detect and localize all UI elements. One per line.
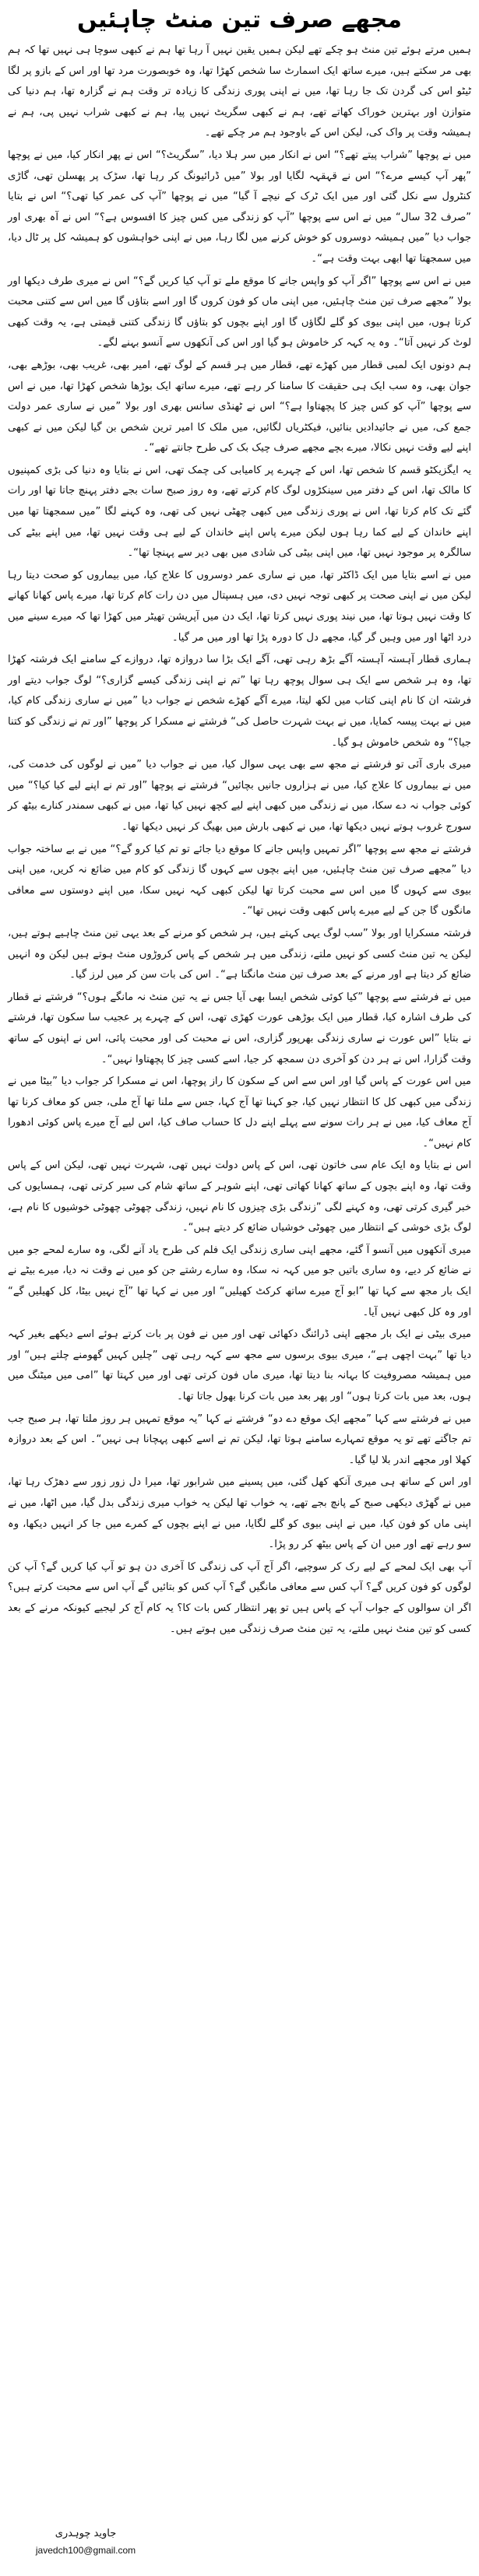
article-paragraph: یہ ایگزیکٹو قسم کا شخص تھا، اس کے چہرے پر کامیابی کی چمک تھی، اس نے بتایا وہ دنیا کی بڑی کمپنیوں کا مالک تھا، اس کے دفتر میں سینکڑوں لوگ کام کرتے تھے، وہ روز صبح سات بجے دفتر پہنچ جاتا تھا اور رات گئے تک کام کرتا تھا، اس نے پوری زندگی میں کبھی چھٹی نہیں کی تھی، وہ کہنے لگا ”میں سمجھتا تھا میں اپنے خاندان کے لیے کما رہا ہوں لیکن میرے پاس اپنے خاندان کے لیے ہی وقت نہیں تھا، میں اپنے بیٹے کی سالگرہ پر موجود نہیں تھا، میں اپنی بیٹی کی شادی میں بھی دیر سے پہنچا تھا“۔ [8, 464, 471, 560]
author-email: javedch100@gmail.com [35, 2545, 136, 2556]
article-paragraph: میری آنکھوں میں آنسو آ گئے، مجھے اپنی ساری زندگی ایک فلم کی طرح یاد آنے لگی، وہ سارے لمحے جو میں نے ضائع کر دیے، وہ ساری باتیں جو میں کہہ نہ سکا، وہ سارے رشتے جن کو میں نے وقت نہ دیا، میرے بیٹے نے ایک بار مجھ سے کہا تھا ”ابو آج میرے ساتھ کرکٹ کھیلیں“ اور میں نے کہا تھا ”آج نہیں بیٹا، کل کھیلیں گے“ اور وہ کل کبھی نہیں آیا۔ [8, 1244, 471, 1318]
article-paragraph: فرشتے نے مجھ سے پوچھا ”اگر تمہیں واپس جانے کا موقع دیا جائے تو تم کیا کرو گے؟“ میں نے بے ساختہ جواب دیا ”مجھے صرف تین منٹ چاہئیں، میں اپنے بچوں سے کہوں گا زندگی کو کام میں ضائع نہ کریں، میں اپنی بیوی سے کہوں گا میں اس سے محبت کرتا تھا لیکن کبھی کہہ نہیں سکا، میں اپنے دوستوں سے معافی مانگوں گا جن کے لیے میرے پاس کبھی وقت نہیں تھا“۔ [8, 843, 471, 918]
article-paragraph: میں نے فرشتے سے پوچھا ”کیا کوئی شخص ایسا بھی آیا جس نے یہ تین منٹ نہ مانگے ہوں؟“ فرشتے نے قطار کی طرف اشارہ کیا، قطار میں ایک بوڑھی عورت کھڑی تھی، اس کے چہرے پر عجیب سا سکون تھا، فرشتے نے بتایا ”اس عورت نے ساری زندگی بھرپور گزاری، اس نے محبت کی اور محبت پائی، اس نے اپنوں کے ساتھ وقت گزارا، اس نے ہر دن کو آخری دن سمجھ کر جیا، اسے کسی چیز کا پچھتاوا نہیں“۔ [8, 991, 471, 1065]
article-paragraph: میری بیٹی نے ایک بار مجھے اپنی ڈرائنگ دکھائی تھی اور میں نے فون پر بات کرتے ہوئے اسے دیکھے بغیر کہہ دیا تھا ”بہت اچھی ہے“، میری بیوی برسوں سے مجھ سے کہہ رہی تھی ”چلیں کہیں گھومنے چلتے ہیں“ اور میں ہمیشہ مصروفیت کا بہانہ بنا دیتا تھا، میری ماں فون کرتی تھی اور میں کہتا تھا ”امی میں میٹنگ میں ہوں، بعد میں بات کرتا ہوں“ اور پھر بعد میں بات کرنا بھول جاتا تھا۔ [8, 1328, 471, 1402]
article-paragraph: ہم دونوں ایک لمبی قطار میں کھڑے تھے، قطار میں ہر قسم کے لوگ تھے، امیر بھی، غریب بھی، بوڑھے بھی، جوان بھی، وہ سب ایک ہی حقیقت کا سامنا کر رہے تھے، میرے ساتھ ایک بوڑھا شخص کھڑا تھا، میں نے اس سے پوچھا ”آپ کو کس چیز کا پچھتاوا ہے؟“ اس نے ٹھنڈی سانس بھری اور بولا ”میں نے ساری عمر دولت جمع کی، میں نے جائیدادیں بنائیں، فیکٹریاں لگائیں، میں ملک کا امیر ترین شخص بن گیا لیکن میں نے کبھی اپنے لیے وقت نہیں نکالا، میرے بچے مجھے صرف چیک بک کی طرح جانتے تھے“۔ [8, 359, 471, 454]
article-paragraph: اور اس کے ساتھ ہی میری آنکھ کھل گئی، میں پسینے میں شرابور تھا، میرا دل زور زور سے دھڑک رہا تھا، میں نے گھڑی دیکھی صبح کے پانچ بجے تھے، یہ خواب تھا لیکن یہ خواب میری زندگی بدل گیا، میں اٹھا، میں نے اپنی ماں کو فون کیا، میں نے اپنی بیوی کو گلے لگایا، میں نے اپنے بچوں کے کمرے میں جا کر انہیں دیکھا، وہ سو رہے تھے اور میں ان کے پاس بیٹھ کر رو پڑا۔ [8, 1476, 471, 1551]
article-paragraph: میں نے پوچھا ”شراب پیتے تھے؟“ اس نے انکار میں سر ہلا دیا، ”سگریٹ؟“ اس نے پھر انکار کیا، میں نے پوچھا ”پھر آپ کیسے مرے؟“ اس نے قہقہہ لگایا اور بولا ”میں ڈرائیونگ کر رہا تھا، سڑک پر پھسلن تھی، گاڑی کنٹرول سے نکل گئی اور میں ایک ٹرک کے نیچے آ گیا“ میں نے پوچھا ”آپ کی عمر کیا تھی؟“ اس نے بتایا ”صرف 32 سال“ میں نے اس سے پوچھا ”آپ کو زندگی میں کس چیز کا افسوس ہے؟“ اس نے آہ بھری اور جواب دیا ”میں ہمیشہ دوسروں کو خوش کرنے میں لگا رہا، میں نے اپنی خواہشوں کو ہمیشہ کل پر ٹال دیا، میں سمجھتا تھا ابھی بہت وقت ہے“۔ [8, 149, 472, 265]
article-paragraph: فرشتہ مسکرایا اور بولا ”سب لوگ یہی کہتے ہیں، ہر شخص کو مرنے کے بعد یہی تین منٹ چاہیے ہوتے ہیں، لیکن یہ تین منٹ کسی کو نہیں ملتے، زندگی میں ہر شخص کے پاس کروڑوں منٹ ہوتے ہیں لیکن وہ انہیں ضائع کر دیتا ہے اور مرنے کے بعد صرف تین منٹ مانگتا ہے“۔ اس کی بات سن کر میں لرز گیا۔ [7, 927, 471, 981]
article-paragraph: ہماری قطار آہستہ آہستہ آگے بڑھ رہی تھی، آگے ایک بڑا سا دروازہ تھا، دروازے کے سامنے ایک فرشتہ کھڑا تھا، وہ ہر شخص سے ایک ہی سوال پوچھ رہا تھا ”تم نے اپنی زندگی کیسے گزاری؟“ لوگ جواب دیتے اور فرشتہ ان کا نام اپنی کتاب میں لکھ لیتا، میرے آگے کھڑے شخص نے جواب دیا ”میں نے ساری زندگی کام کیا، میں نے بہت پیسہ کمایا، میں نے بہت شہرت حاصل کی“ فرشتے نے مسکرا کر پوچھا ”اور تم نے زندگی کو کتنا جیا؟“ وہ شخص خاموش ہو گیا۔ [8, 654, 471, 749]
author-signature [8, 2525, 164, 2557]
article-paragraph: میں نے اس سے پوچھا ”اگر آپ کو واپس جانے کا موقع ملے تو آپ کیا کریں گے؟“ اس نے میری طرف دیکھا اور بولا ”مجھے صرف تین منٹ چاہئیں، میں اپنی ماں کو فون کروں گا اور اسے بتاؤں گا میں اس سے کتنی محبت کرتا ہوں، میں اپنی بیوی کو گلے لگاؤں گا اور اپنے بچوں کو بتاؤں گا زندگی کتنی قیمتی ہے، یہ وقت کبھی لوٹ کر نہیں آتا“۔ وہ یہ کہہ کر خاموش ہو گیا اور اس کی آنکھوں سے آنسو بہنے لگے۔ [8, 275, 471, 349]
article-paragraph: آپ بھی ایک لمحے کے لیے رک کر سوچیے، اگر آج آپ کی زندگی کا آخری دن ہو تو آپ کیا کریں گے؟ آپ کن لوگوں کو فون کریں گے؟ آپ کس سے معافی مانگیں گے؟ آپ کس کو بتائیں گے آپ اس سے محبت کرتے ہیں؟ اگر ان سوالوں کے جواب آپ کے پاس ہیں تو پھر انتظار کس بات کا؟ یہ کام آج کر لیجیے کیونکہ مرنے کے بعد کسی کو تین منٹ نہیں ملتے، یہ تین منٹ صرف زندگی میں ہوتے ہیں۔ [8, 1560, 471, 1635]
article-paragraph: میں نے اسے بتایا میں ایک ڈاکٹر تھا، میں نے ساری عمر دوسروں کا علاج کیا، میں بیماروں کو صحت دیتا رہا لیکن میں نے اپنی صحت پر کبھی توجہ نہیں دی، میں ہسپتال میں دن رات کام کرتا تھا، میرے پاس کھانا کھانے کا وقت نہیں ہوتا تھا، میں نیند پوری نہیں کرتا تھا، ایک دن میں آپریشن تھیٹر میں کھڑا تھا کہ میرے سینے میں درد اٹھا اور میں وہیں گر گیا، مجھے دل کا دورہ پڑا تھا اور میں مر گیا۔ [8, 569, 471, 644]
article-title: مجھے صرف تین منٹ چاہئیں [77, 6, 402, 33]
article-paragraph: میری باری آئی تو فرشتے نے مجھ سے بھی یہی سوال کیا، میں نے جواب دیا ”میں نے لوگوں کی خدمت کی، میں نے بیماروں کا علاج کیا، میں نے ہزاروں جانیں بچائیں“ فرشتے نے پوچھا ”اور تم نے اپنے لیے کیا کیا؟“ میں کوئی جواب نہ دے سکا، میں نے زندگی میں کبھی اپنے لیے کچھ نہیں کیا تھا، میں نے کبھی سمندر کنارے بیٹھ کر سورج غروب ہوتے نہیں دیکھا تھا، میں نے کبھی بارش میں بھیگ کر نہیں دیکھا تھا۔ [8, 759, 471, 833]
article-paragraph: میں اس عورت کے پاس گیا اور اس سے اس کے سکون کا راز پوچھا، اس نے مسکرا کر جواب دیا ”بیٹا میں نے زندگی میں کبھی کل کا انتظار نہیں کیا، جو کہنا تھا آج کہا، جس سے ملنا تھا آج ملی، جس کو معاف کرنا تھا آج معاف کیا، میں نے ہر رات سونے سے پہلے اپنے دل کا حساب صاف کیا، اس لیے آج میرے پاس کوئی ادھورا کام نہیں“۔ [8, 1076, 471, 1149]
article-paragraph: ہمیں مرتے ہوئے تین منٹ ہو چکے تھے لیکن ہمیں یقین نہیں آ رہا تھا ہم نے کبھی سوچا ہی نہیں تھا کہ ہم بھی مر سکتے ہیں، میرے ساتھ ایک اسمارٹ سا شخص کھڑا تھا، وہ خوبصورت مرد تھا اور اس کے بازو پر لگا ٹیٹو اس کی گردن تک جا رہا تھا، میں نے اپنی پوری زندگی کا زیادہ تر وقت ہم نے گزارہ تھا، ہم دنیا کی متوازن اور بہترین خوراک کھاتے تھے، ہم نے کبھی سگریٹ نہیں پیا، ہم نے کبھی شراب نہیں پی، ہم نے ہمیشہ وقت پر واک کی، لیکن اس کے باوجود ہم مر چکے تھے۔ [8, 44, 471, 139]
article-body [8, 40, 471, 1640]
article-paragraph: میں نے فرشتے سے کہا ”مجھے ایک موقع دے دو“ فرشتے نے کہا ”یہ موقع تمہیں ہر روز ملتا تھا، ہر صبح جب تم جاگتے تھے تو یہ موقع تمہارے سامنے ہوتا تھا، لیکن تم نے اسے کبھی پہچانا ہی نہیں“۔ اس کے بعد دروازہ کھلا اور مجھے اندر بلا لیا گیا۔ [8, 1413, 471, 1466]
article-paragraph: اس نے بتایا وہ ایک عام سی خاتون تھی، اس کے پاس دولت نہیں تھی، شہرت نہیں تھی، لیکن اس کے پاس وقت تھا، وہ اپنے بچوں کے ساتھ کھانا کھاتی تھی، اپنے شوہر کے ساتھ شام کی سیر کرتی تھی، ہمسایوں کی خبر گیری کرتی تھی، وہ کہنے لگی ”زندگی بڑی چیزوں کا نام نہیں، زندگی چھوٹی چھوٹی خوشیوں کا نام ہے، لوگ بڑی خوشی کے انتظار میں چھوٹی خوشیاں ضائع کر دیتے ہیں“۔ [8, 1160, 471, 1234]
author-name: جاوید چوہدری [55, 2528, 117, 2539]
